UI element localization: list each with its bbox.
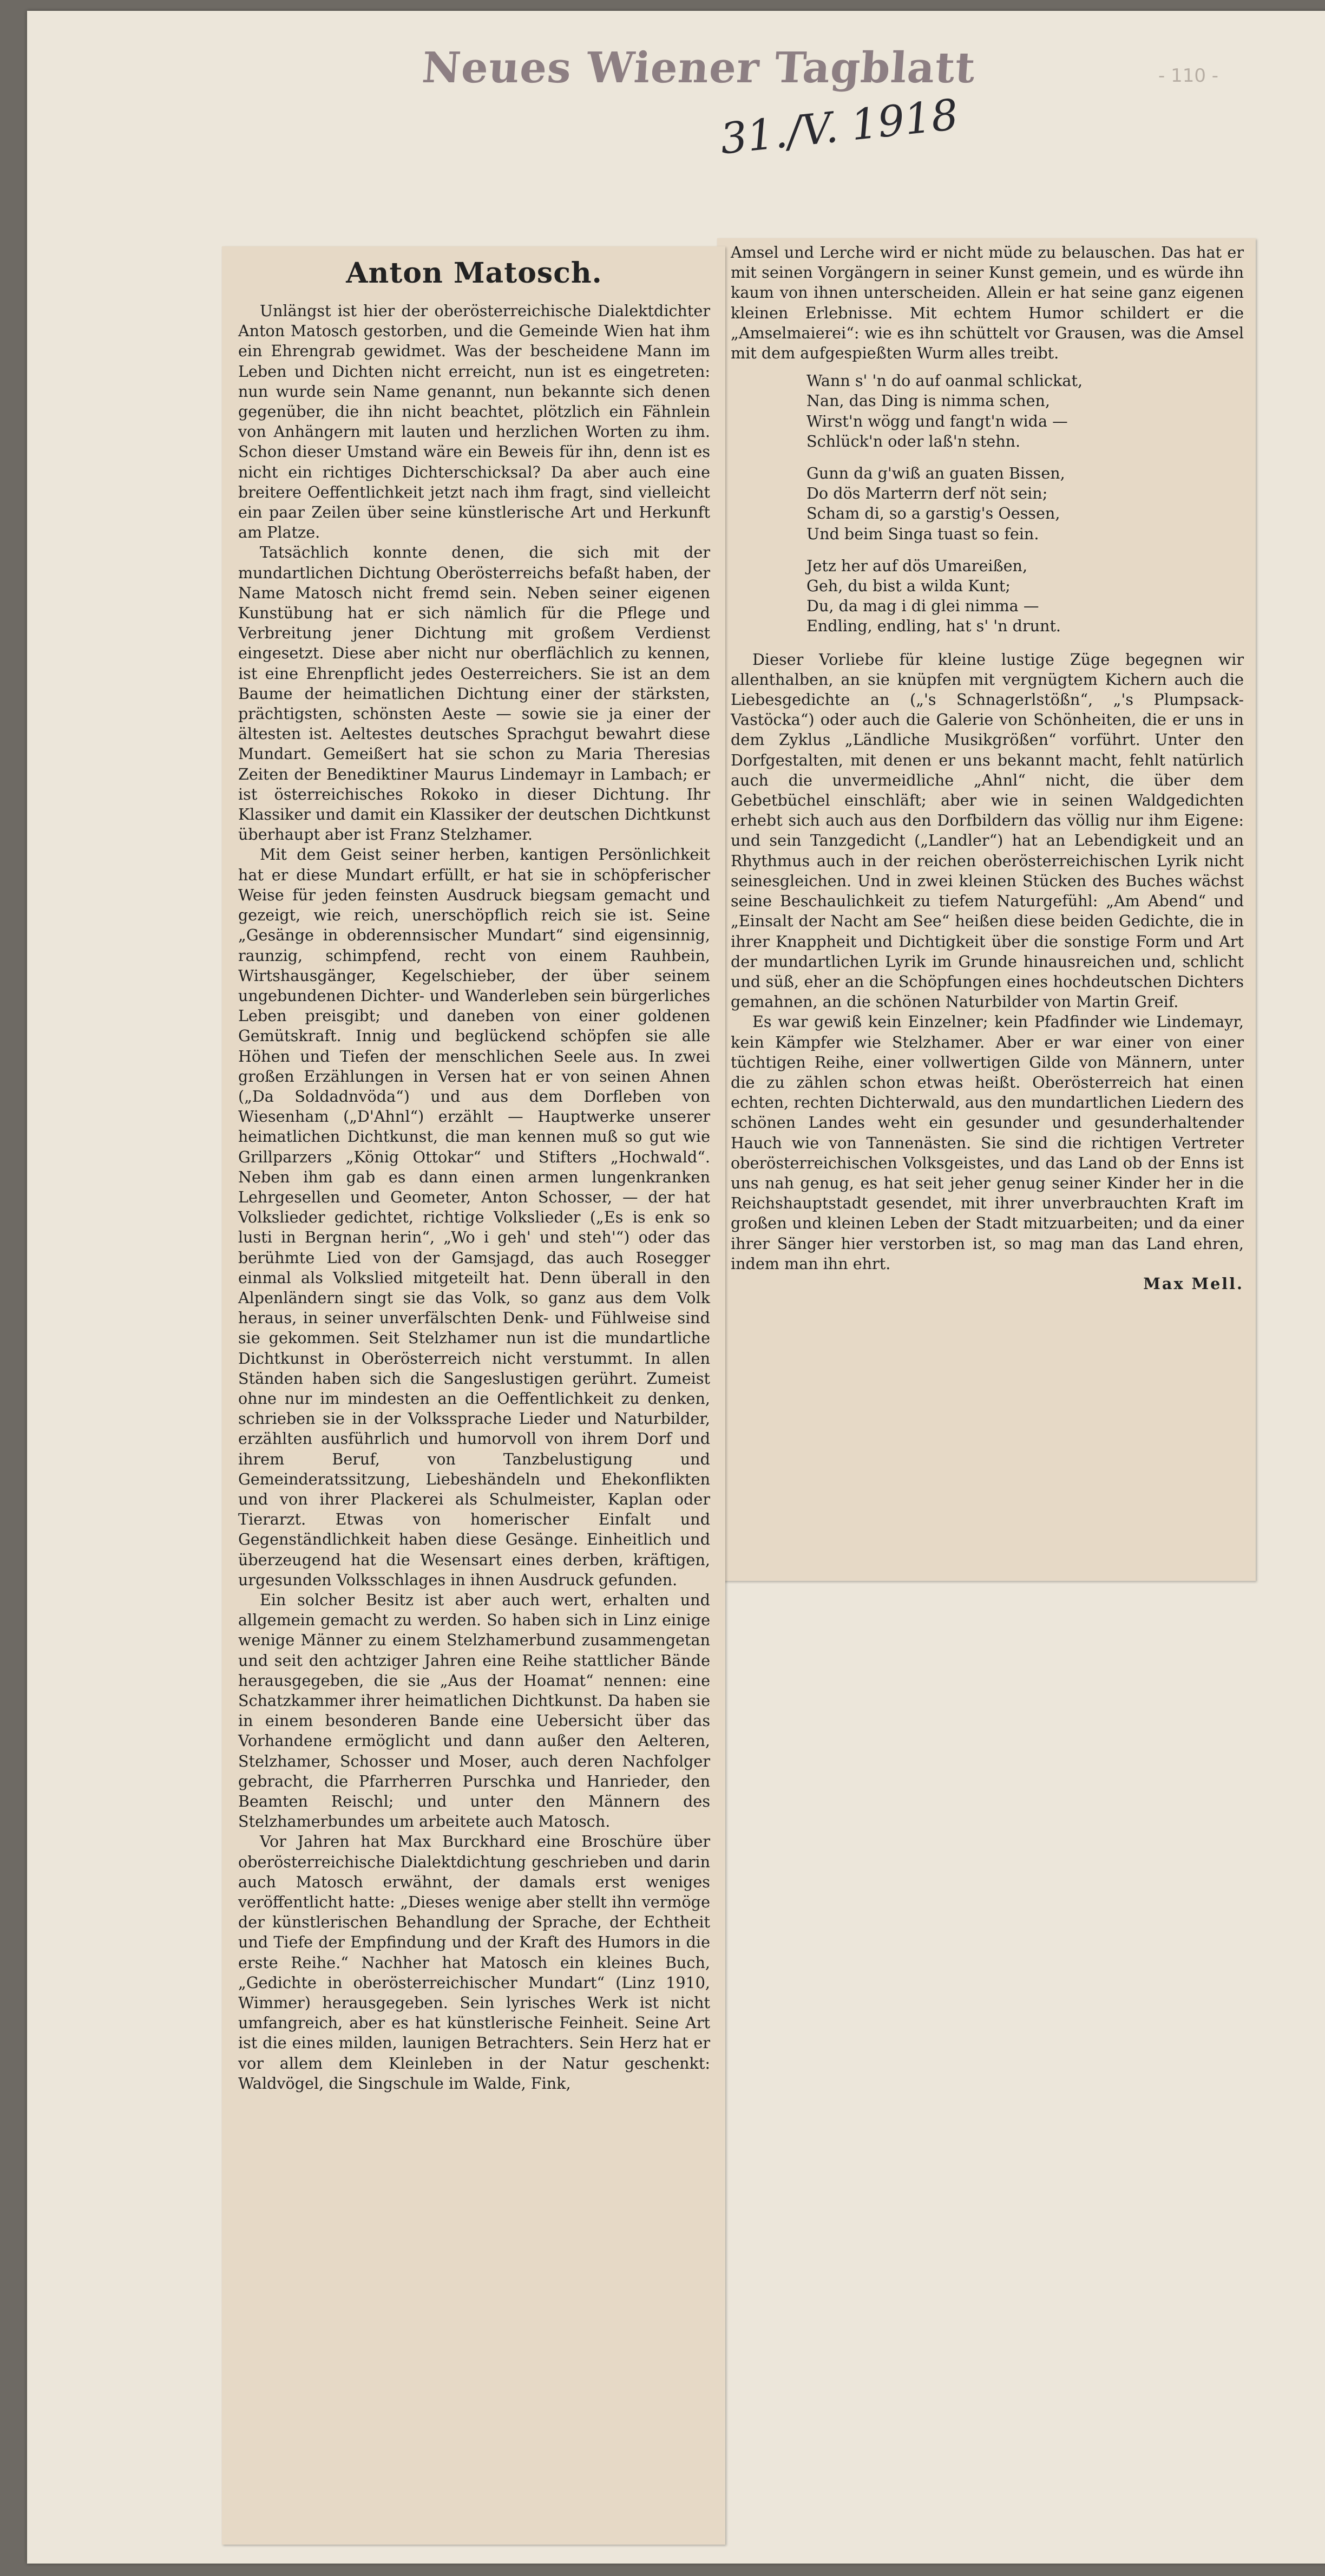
poem-line: Wirst'n wögg und fangt'n wida — <box>806 411 1068 430</box>
poem-line: Jetz her auf dös Umareißen, <box>806 556 1028 575</box>
author-signature: Max Mell. <box>1143 1274 1244 1293</box>
poem-line: Wann s' 'n do auf oanmal schlickat, <box>806 371 1083 390</box>
poem-line: Do dös Marterrn derf nöt sein; <box>806 484 1048 503</box>
newspaper-name-stamp: Neues Wiener Tagblatt <box>420 43 978 93</box>
poem-stanza <box>806 556 1244 637</box>
poem-line: Endling, endling, hat s' 'n drunt. <box>806 617 1061 636</box>
poem-line: Schlück'n oder laß'n stehn. <box>806 431 1021 450</box>
poem-stanza <box>806 371 1244 452</box>
paragraph: Vor Jahren hat Max Burckhard eine Broschüre über oberösterreichische Dialektdichtung geschrieben und darin auch Matosch erwähnt, der damals erst weniges veröffentlicht hatte: „Dieses wenige aber stellt ihn vermöge der künstlerischen Behandlung der Sprache, der Echtheit und Tiefe der Empfindung und der Kraft des Humors in die erste Reihe.“ Nachher hat Matosch ein kleines Buch, „Gedichte in oberösterreichischer Mundart“ (Linz 1910, Wimmer) herausgegeben. Sein lyrisches Werk ist nicht umfangreich, aber es hat künstlerische Feinheit. Seine Art ist die eines milden, launigen Betrachters. Sein Herz hat er vor allem dem Kleinleben in der Natur geschenkt: Waldvögel, die Singschule im Walde, Fink, <box>238 1832 710 2093</box>
poem-line: Gunn da g'wiß an guaten Bissen, <box>806 464 1065 483</box>
poem-stanza <box>806 463 1244 544</box>
article-right-column <box>731 243 1244 1294</box>
poem-line: Geh, du bist a wilda Kunt; <box>806 577 1011 596</box>
paragraph: Tatsächlich konnte denen, die sich mit der mundartlichen Dichtung Oberösterreichs befaßt haben, der Name Matosch nicht fremd sein. Neben seiner eigenen Kunstübung hat er sich nämlich für die Pflege und Verbreitung jener Dichtung mit großem Verdienst eingesetzt. Diese aber nicht nur oberflächlich zu kennen, ist eine Ehrenpflicht jedes Oesterreichers. Sie ist an dem Baume der heimatlichen Dichtung einer der stärksten, prächtigsten, schönsten Aeste — sowie sie ja einer der ältesten ist. Aeltestes deutsches Sprachgut bewahrt diese Mundart. Gemeißert hat sie schon zu Maria Theresias Zeiten der Benediktiner Maurus Lindemayr in Lambach; er ist österreichisches Rokoko in dieser Dichtung. Ihr Klassiker und damit ein Klassiker der deutschen Dichtkunst überhaupt aber ist Franz Stelzhamer. <box>238 543 710 844</box>
paragraph: Unlängst ist hier der oberösterreichische Dialektdichter Anton Matosch gestorben, und die Gemeinde Wien hat ihm ein Ehrengrab gewidmet. Was der bescheidene Mann im Leben und Dichten nicht erreicht, nun ist es eingetreten: nun wurde sein Name genannt, nun bekannte sich denen gegenüber, die ihn nicht beachtet, plötzlich ein Fähnlein von Anhängern mit lauten und herzlichen Worten zu ihm. Schon dieser Umstand wäre ein Beweis für ihn, denn ist es nicht ein richtiges Dichterschicksal? Da aber auch eine breitere Oeffentlichkeit jetzt nach ihm fragt, sind vielleicht ein paar Zeilen über seine künstlerische Art und Herkunft am Platze. <box>238 302 710 542</box>
poem-line: Und beim Singa tuast so fein. <box>806 524 1039 543</box>
article-title: Anton Matosch. <box>346 257 602 290</box>
article-left-column <box>238 254 710 2094</box>
paragraph: Es war gewiß kein Einzelner; kein Pfadfinder wie Lindemayr, kein Kämpfer wie Stelzhamer. Aber er war einer von einer tüchtigen Reihe, einer vollwertigen Gilde von Männern, unter die zu zählen schon etwas heißt. Oberösterreich hat einen echten, rechten Dichterwald, aus den mundartlichen Liedern des schönen Landes weht ein gesunder und gesunderhaltender Hauch wie von Tannenästen. Sie sind die richtigen Vertreter oberösterreichischen Volksgeistes, und das Land ob der Enns ist uns nah genug, es hat seit jeher genug seiner Kinder her in die Reichshauptstadt gesendet, mit ihrer unverbrauchten Kraft im großen und kleinen Leben der Stadt mitzuarbeiten; und da einer ihrer Sänger hier verstorben ist, so mag man das Land ehren, indem man ihn ehrt. <box>731 1012 1244 1273</box>
poem-line: Nan, das Ding is nimma schen, <box>806 391 1051 410</box>
dialect-poem <box>731 371 1244 636</box>
poem-line: Du, da mag i di glei nimma — <box>806 597 1039 616</box>
handwritten-date: 31./V. 1918 <box>718 90 961 164</box>
paragraph: Amsel und Lerche wird er nicht müde zu belauschen. Das hat er mit seinen Vorgängern in seiner Kunst gemein, und es würde ihn kaum von ihnen unterscheiden. Allein er hat seine ganz eigenen kleinen Erlebnisse. Mit echtem Humor schildert er die „Amselmaierei“: wie es ihn schüttelt vor Grausen, was die Amsel mit dem aufgespießten Wurm alles treibt. <box>731 243 1244 363</box>
archive-mark: - 110 - <box>1158 65 1219 87</box>
paragraph: Mit dem Geist seiner herben, kantigen Persönlichkeit hat er diese Mundart erfüllt, er hat sie in schöpferischer Weise für jeden feinsten Ausdruck biegsam gemacht und gezeigt, wie reich, unerschöpflich reich sie ist. Seine „Gesänge in obderennsischer Mundart“ sind eigensinnig, raunzig, schimpfend, recht von einem Rauhbein, Wirtshausgänger, Kegelschieber, der über seinem ungebundenen Dichter- und Wanderleben sein bürgerliches Leben preisgibt; und daneben von einer goldenen Gemütskraft. Innig und beglückend schöpfen sie alle Höhen und Tiefen der menschlichen Seele aus. In zwei großen Erzählungen in Versen hat er von seinen Ahnen („Da Soldadnvöda“) und aus dem Dorfleben von Wiesenham („D'Ahnl“) erzählt — Hauptwerke unserer heimatlichen Dichtkunst, die man kennen muß so gut wie Grillparzers „König Ottokar“ und Stifters „Hochwald“. Neben ihm gab es dann einen armen lungenkranken Lehrgesellen und Geometer, Anton Schosser, — der hat Volkslieder gedichtet, richtige Volkslieder („Es is enk so lusti in Bergnan herin“, „Wo i geh' und steh'“) oder das berühmte Lied von der Gamsjagd, das auch Rosegger einmal als Volkslied mitgeteilt hat. Denn überall in den Alpenländern singt sie das Volk, so ganz aus dem Volk heraus, in seiner unverfälschten Denk- und Fühlweise sind sie gekommen. Seit Stelzhamer nun ist die mundartliche Dichtkunst in Oberösterreich nicht verstummt. In allen Ständen haben sich die Sangeslustigen gerührt. Zumeist ohne nur im mindesten an die Oeffentlichkeit zu denken, schrieben sie in der Volkssprache Lieder und Naturbilder, erzählten ausführlich und humorvoll von ihrem Dorf und ihrem Beruf, von Tanzbelustigung und Gemeinderatssitzung, Liebeshändeln und Ehekonflikten und von ihrer Plackerei als Schulmeister, Kaplan oder Tierarzt. Etwas von homerischer Einfalt und Gegenständlichkeit haben diese Gesänge. Einheitlich und überzeugend hat die Wesensart eines derben, kräftigen, urgesunden Volksschlages in ihnen Ausdruck gefunden. <box>238 845 710 1589</box>
paragraph: Dieser Vorliebe für kleine lustige Züge begegnen wir allenthalben, an sie knüpfen mit vergnügtem Kichern auch die Liebesgedichte an („'s Schnagerlstößn“, „'s Plumpsack-Vastöcka“) oder auch die Galerie von Schönheiten, die er uns in dem Zyklus „Ländliche Musikgrößen“ vorführt. Unter den Dorfgestalten, mit denen er uns bekannt macht, fehlt natürlich auch die unvermeidliche „Ahnl“ nicht, die über dem Gebetbüchel einschläft; aber wie in seinen Waldgedichten erhebt sich auch aus den Dorfbildern das völlig nur ihm Eigene: und sein Tanzgedicht („Landler“) hat an Lebendigkeit und an Rhythmus auch in der reichen oberösterreichischen Lyrik nicht seinesgleichen. Und in zwei kleinen Stücken des Buches wächst seine Beschaulichkeit zu tiefem Naturgefühl: „Am Abend“ und „Einsalt der Nacht am See“ heißen diese beiden Gedichte, die in ihrer Knappheit und Dichtigkeit über die sonstige Form und Art der mundartlichen Lyrik im Grunde hinausreichen und, schlicht und süß, eher an die Schöpfungen eines hochdeutschen Dichters gemahnen, an die schönen Naturbilder von Martin Greif. <box>731 650 1244 1011</box>
paragraph: Ein solcher Besitz ist aber auch wert, erhalten und allgemein gemacht zu werden. So haben sich in Linz einige wenige Männer zu einem Stelzhamerbund zusammengetan und seit den achtziger Jahren eine Reihe stattlicher Bände herausgegeben, die sie „Aus der Hoamat“ nennen: eine Schatzkammer ihrer heimatlichen Dichtkunst. Da haben sie in einem besonderen Bande eine Uebersicht über das Vorhandene ermöglicht und dann außer den Aelteren, Stelzhamer, Schosser und Moser, auch deren Nachfolger gebracht, die Pfarrherren Purschka und Hanrieder, den Beamten Reischl; und unter den Männern des Stelzhamerbundes um arbeitete auch Matosch. <box>238 1591 710 1831</box>
poem-line: Scham di, so a garstig's Oessen, <box>806 504 1060 523</box>
